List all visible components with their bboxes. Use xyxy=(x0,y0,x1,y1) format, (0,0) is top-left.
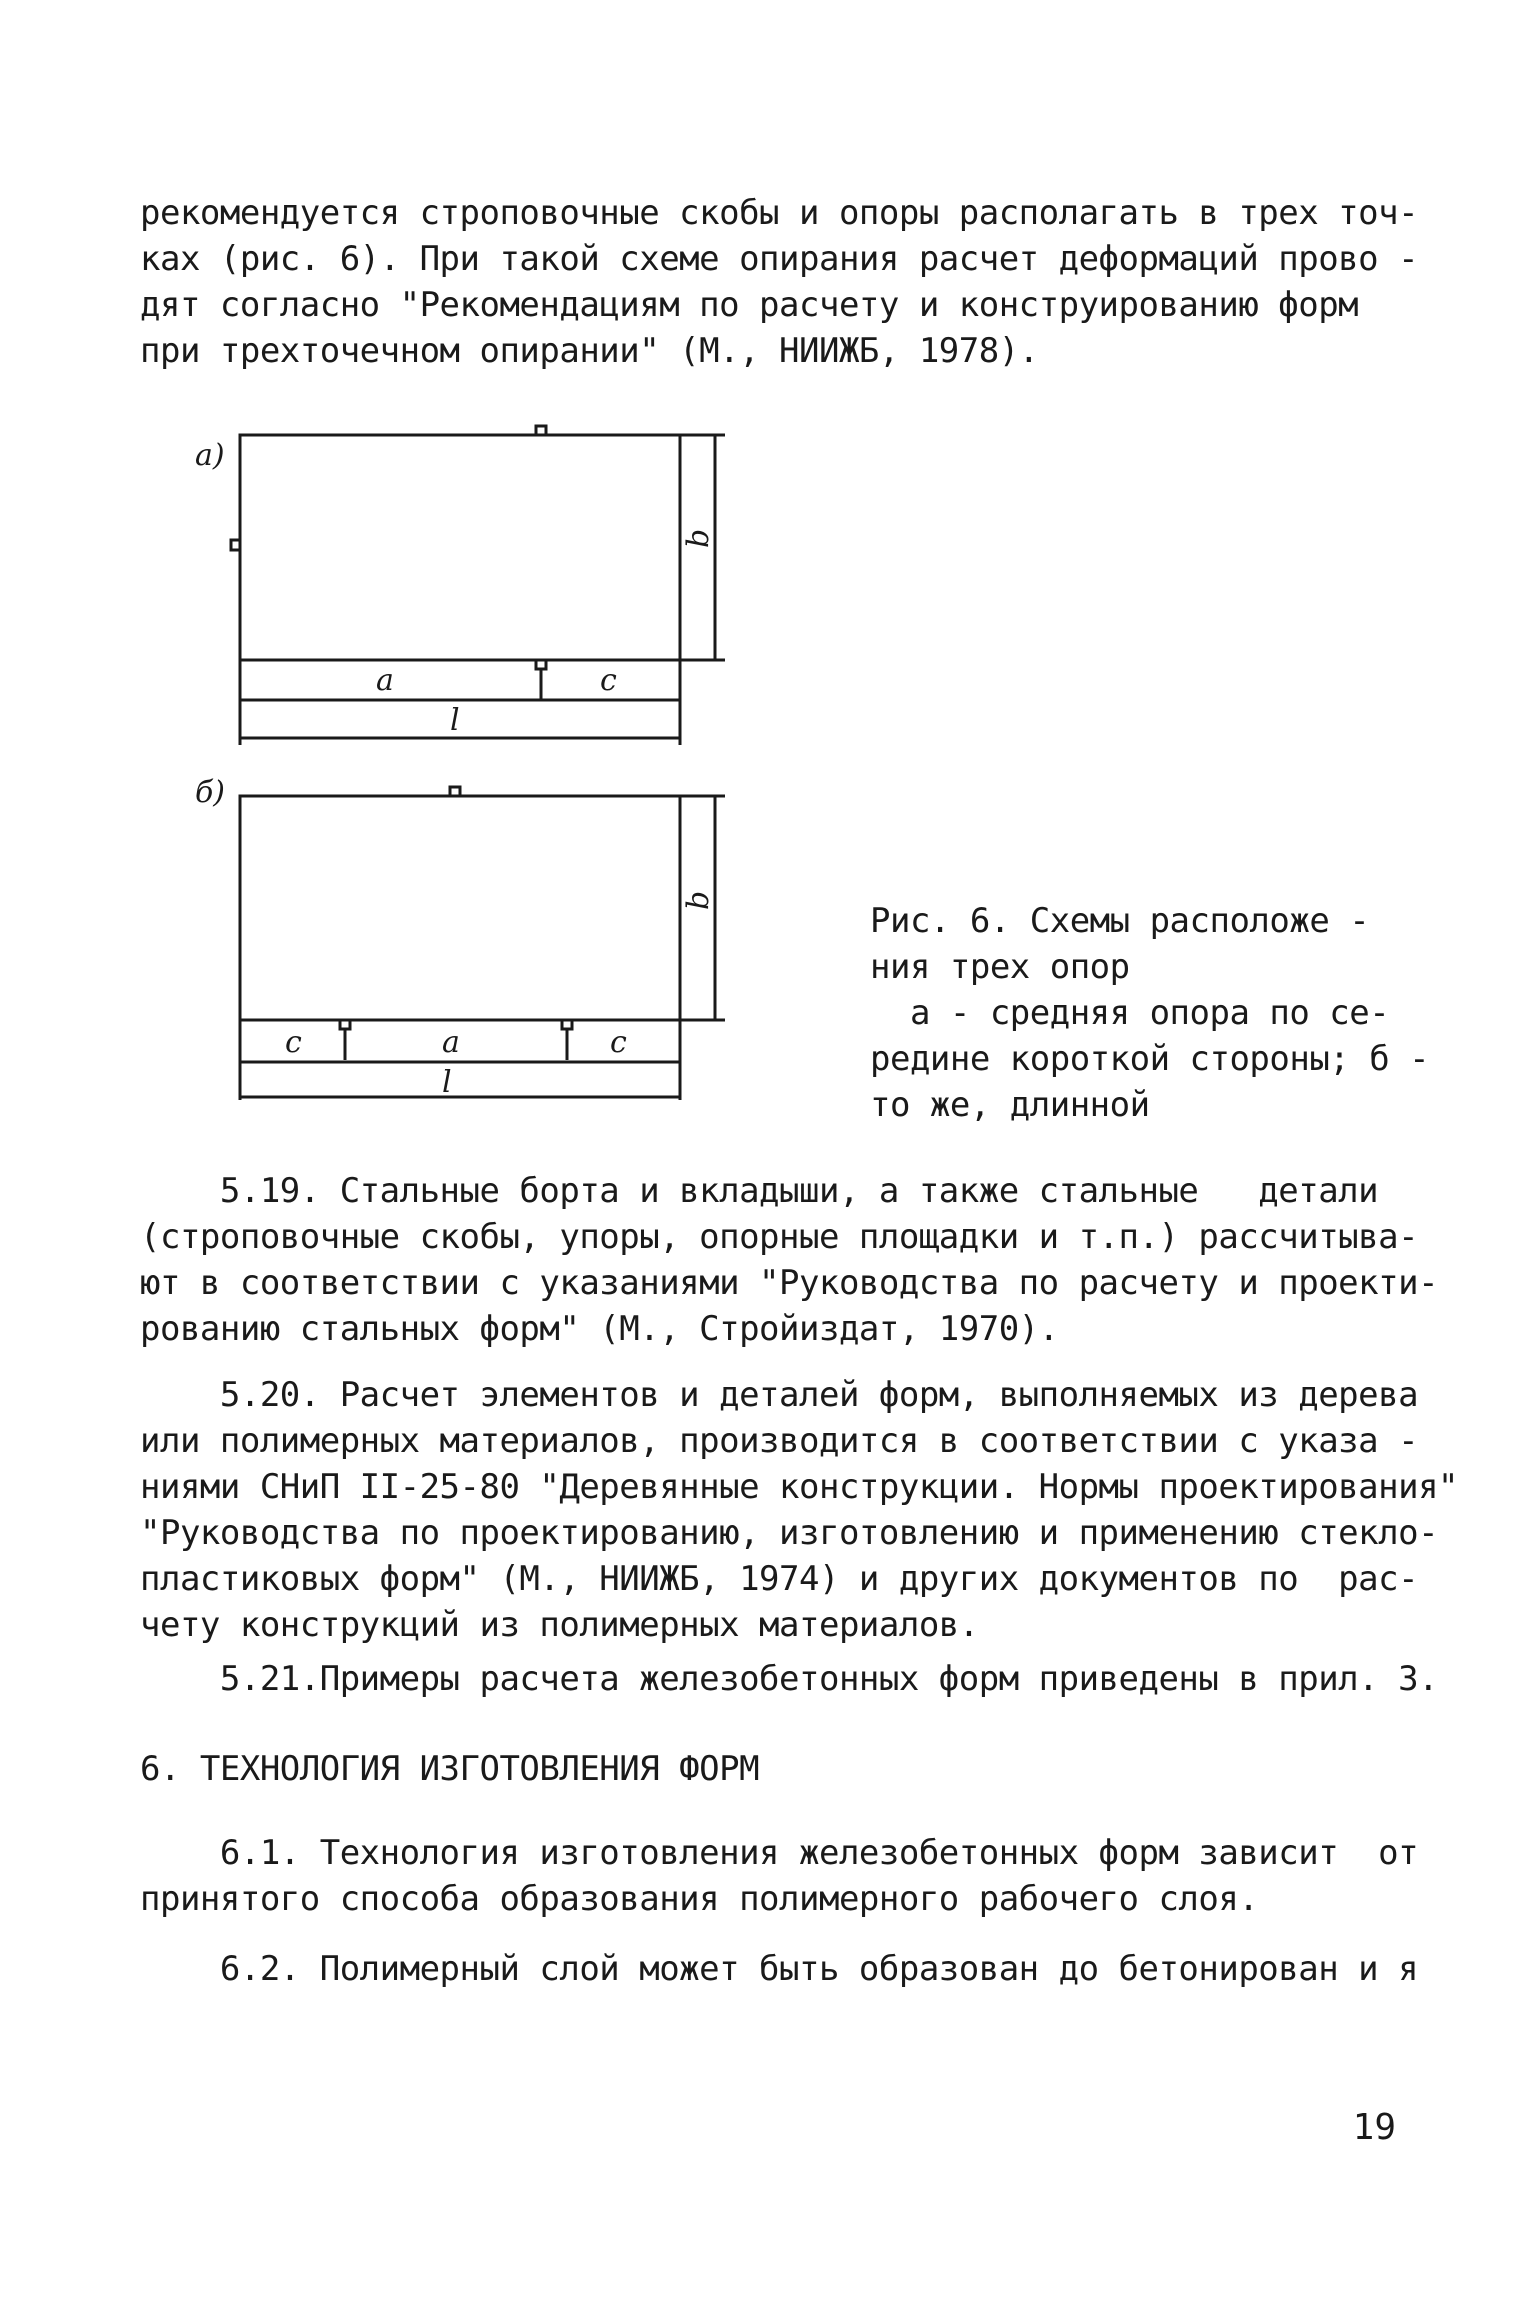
support-b-bottom-left xyxy=(340,1020,350,1029)
dim-b-a: a xyxy=(442,1025,460,1060)
support-a-top xyxy=(536,426,546,435)
intro-line: ках (рис. 6). При такой схеме опирания расчет деформаций прово - xyxy=(140,239,1419,279)
paragraph-5-20-line: "Руководства по проектированию, изготовлению и применению стекло- xyxy=(140,1513,1439,1553)
paragraph-6-2: 6.2. Полимерный слой может быть образован до бетонирован и я xyxy=(140,1949,1419,1989)
dim-b-c-left: c xyxy=(285,1025,302,1060)
figure-6-diagram xyxy=(180,400,940,1100)
paragraph-6-1-line: 6.1. Технология изготовления железобетонных форм зависит от xyxy=(140,1833,1419,1873)
intro-line: дят согласно "Рекомендациям по расчету и конструированию форм xyxy=(140,285,1359,325)
paragraph-5-20-line: пластиковых форм" (М., НИИЖБ, 1974) и других документов по рас- xyxy=(140,1559,1419,1599)
paragraph-5-20-line: 5.20. Расчет элементов и деталей форм, выполняемых из дерева xyxy=(140,1375,1419,1415)
dim-a-b: b xyxy=(681,528,716,548)
paragraph-5-21: 5.21.Примеры расчета железобетонных форм приведены в прил. 3. xyxy=(140,1659,1439,1699)
paragraph-5-19-line: ют в соответствии с указаниями "Руководства по расчету и проекти- xyxy=(140,1263,1439,1303)
dim-a-a: a xyxy=(376,663,394,698)
section-6-heading: 6. ТЕХНОЛОГИЯ ИЗГОТОВЛЕНИЯ ФОРМ xyxy=(140,1749,760,1789)
panel-b-outline xyxy=(240,796,680,1020)
intro-line: при трехточечном опирании" (М., НИИЖБ, 1978). xyxy=(140,331,1039,371)
figure-caption-line: Рис. 6. Схемы расположе - xyxy=(870,901,1370,941)
dim-b-c-right: c xyxy=(610,1025,627,1060)
paragraph-5-20-line: ниями СНиП II-25-80 "Деревянные конструкции. Нормы проектирования" xyxy=(140,1467,1459,1507)
paragraph-5-20-line: или полимерных материалов, производится в соответствии с указа - xyxy=(140,1421,1419,1461)
scheme-a-label: а) xyxy=(195,438,225,473)
paragraph-5-20-line: чету конструкций из полимерных материалов. xyxy=(140,1605,979,1645)
dim-b-l: l xyxy=(442,1065,452,1100)
support-b-bottom-right xyxy=(562,1020,572,1029)
paragraph-5-19-line: 5.19. Стальные борта и вкладыши, а также стальные детали xyxy=(140,1171,1379,1211)
support-a-bottom xyxy=(536,660,546,669)
dim-a-c: c xyxy=(600,663,617,698)
figure-caption-line: то же, длинной xyxy=(870,1085,1150,1125)
figure-caption-line: редине короткой стороны; б - xyxy=(870,1039,1430,1079)
dim-b-b: b xyxy=(681,890,716,910)
figure-caption-line: а - средняя опора по се- xyxy=(870,993,1390,1033)
figure-caption-line: ния трех опор xyxy=(870,947,1130,987)
dim-a-l: l xyxy=(450,703,460,738)
support-a-left xyxy=(231,540,240,550)
intro-line: рекомендуется строповочные скобы и опоры располагать в трех точ- xyxy=(140,193,1419,233)
paragraph-6-1-line: принятого способа образования полимерного рабочего слоя. xyxy=(140,1879,1259,1919)
paragraph-5-19-line: рованию стальных форм" (М., Стройиздат, 1970). xyxy=(140,1309,1059,1349)
support-b-top xyxy=(450,787,460,796)
panel-a-outline xyxy=(240,435,680,660)
scheme-b-label: б) xyxy=(195,775,226,810)
page-number: 19 xyxy=(1352,2107,1396,2148)
paragraph-5-19-line: (строповочные скобы, упоры, опорные площадки и т.п.) рассчитыва- xyxy=(140,1217,1419,1257)
